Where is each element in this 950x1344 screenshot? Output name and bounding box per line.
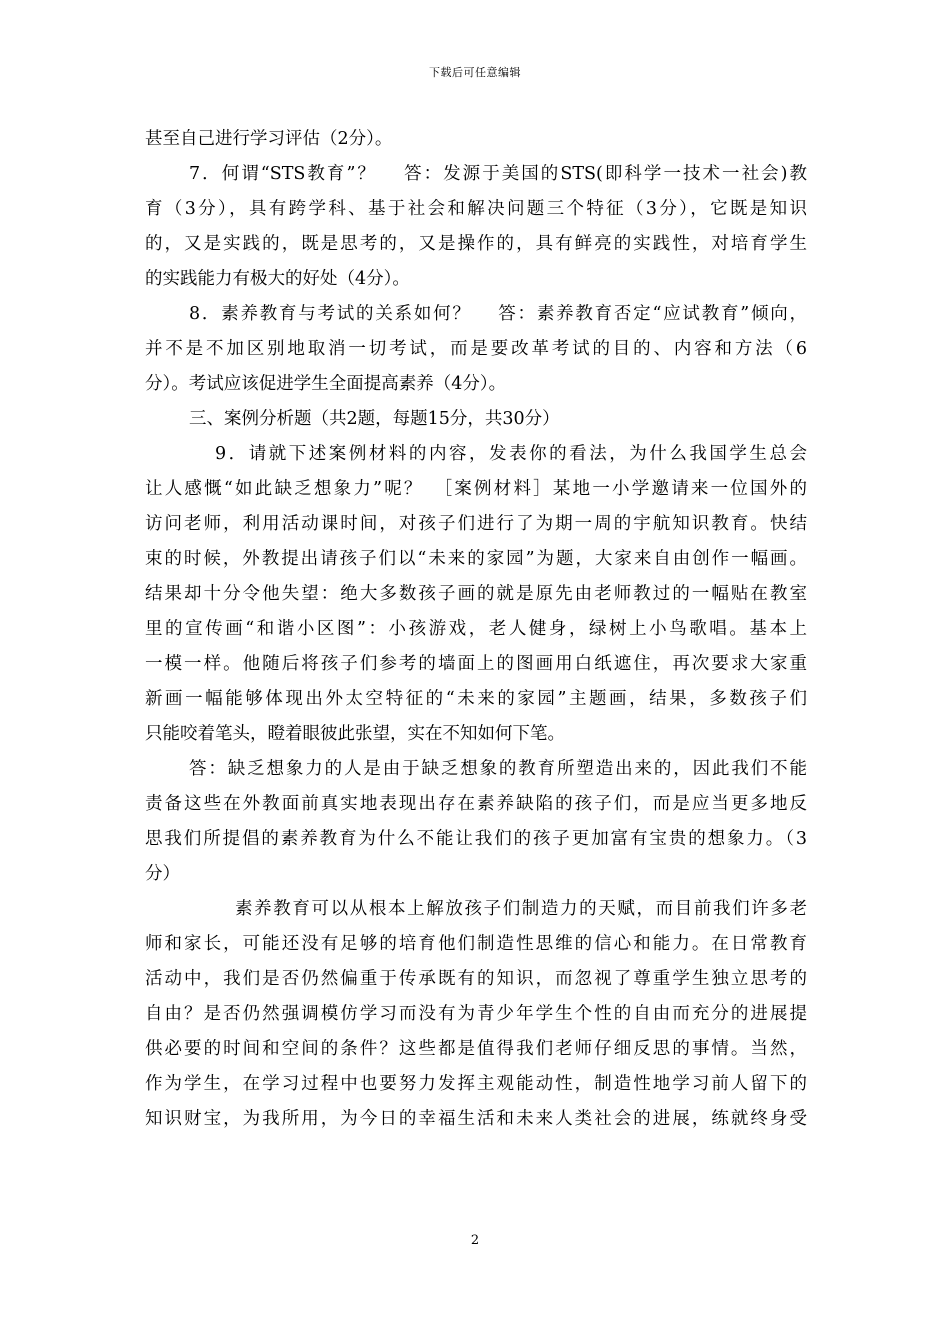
section-heading: 三、案例分析题（共2题，每题15分，共30分）: [189, 409, 560, 429]
paragraph-start-line: 素养教育可以从根本上解放孩子们制造力的天赋，而目前我们许多老: [235, 899, 807, 919]
text-line: 责备这些在外教面前真实地表现出存在素养缺陷的孩子们，而是应当更多地反: [145, 794, 807, 814]
text-line: 一模一样。他随后将孩子们参考的墙面上的图画用白纸遮住，再次要求大家重: [145, 654, 807, 674]
text-line: 自由？是否仍然强调模仿学习而没有为青少年学生个性的自由而充分的进展提: [145, 1004, 807, 1024]
text-line: 里的宣传画“和谐小区图”：小孩游戏，老人健身，绿树上小鸟歌唱。基本上: [145, 619, 807, 639]
text-line: 分）: [145, 864, 180, 884]
text-line: 师和家长，可能还没有足够的培育他们制造性思维的信心和能力。在日常教育: [145, 934, 807, 954]
text-line: 让人感慨“如此缺乏想象力”呢？ ［案例材料］某地一小学邀请来一位国外的: [145, 479, 807, 499]
text-line: 活动中，我们是否仍然偏重于传承既有的知识，而忽视了尊重学生独立思考的: [145, 969, 807, 989]
running-header: 下载后可任意编辑: [429, 66, 521, 79]
text-line: 并不是不加区别地取消一切考试，而是要改革考试的目的、内容和方法（6: [145, 339, 807, 359]
text-line: 新画一幅能够体现出外太空特征的“未来的家园”主题画，结果，多数孩子们: [145, 689, 807, 709]
page-number: 2: [470, 1233, 480, 1248]
text-line: 分）。考试应该促进学生全面提高素养（4分）。: [145, 374, 507, 394]
text-line: 结果却十分令他失望：绝大多数孩子画的就是原先由老师教过的一幅贴在教室: [145, 584, 807, 604]
text-line: 供必要的时间和空间的条件？这些都是值得我们老师仔细反思的事情。当然，: [145, 1039, 807, 1059]
question-9-line: 9．请就下述案例材料的内容，发表你的看法，为什么我国学生总会: [215, 444, 807, 464]
text-line: 知识财宝，为我所用，为今日的幸福生活和未来人类社会的进展，练就终身受: [145, 1109, 807, 1129]
answer-line: 答：缺乏想象力的人是由于缺乏想象的教育所塑造出来的，因此我们不能: [189, 759, 807, 779]
text-line: 思我们所提倡的素养教育为什么不能让我们的孩子更加富有宝贵的想象力。（3: [145, 829, 807, 849]
text-line: 束的时候，外教提出请孩子们以“未来的家园”为题，大家来自由创作一幅画。: [145, 549, 807, 569]
text-line: 的，又是实践的，既是思考的，又是操作的，具有鲜亮的实践性，对培育学生: [145, 234, 807, 254]
text-line: 育（3分），具有跨学科、基于社会和解决问题三个特征（3分），它既是知识: [145, 199, 807, 219]
question-8-line: 8．素养教育与考试的关系如何？ 答：素养教育否定“应试教育”倾向，: [189, 304, 807, 324]
text-line: 的实践能力有极大的好处（4分）。: [145, 269, 410, 289]
text-line: 访问老师，利用活动课时间，对孩子们进行了为期一周的宇航知识教育。快结: [145, 514, 807, 534]
text-line: 甚至自己进行学习评估（2分）。: [145, 129, 393, 149]
question-7-line: 7．何谓“STS教育”？ 答：发源于美国的STS(即科学一技术一社会)教: [189, 164, 807, 184]
body-text: [145, 122, 807, 1137]
text-line: 只能咬着笔头，瞪着眼彼此张望，实在不知如何下笔。: [145, 724, 565, 744]
text-line: 作为学生，在学习过程中也要努力发挥主观能动性，制造性地学习前人留下的: [145, 1074, 807, 1094]
